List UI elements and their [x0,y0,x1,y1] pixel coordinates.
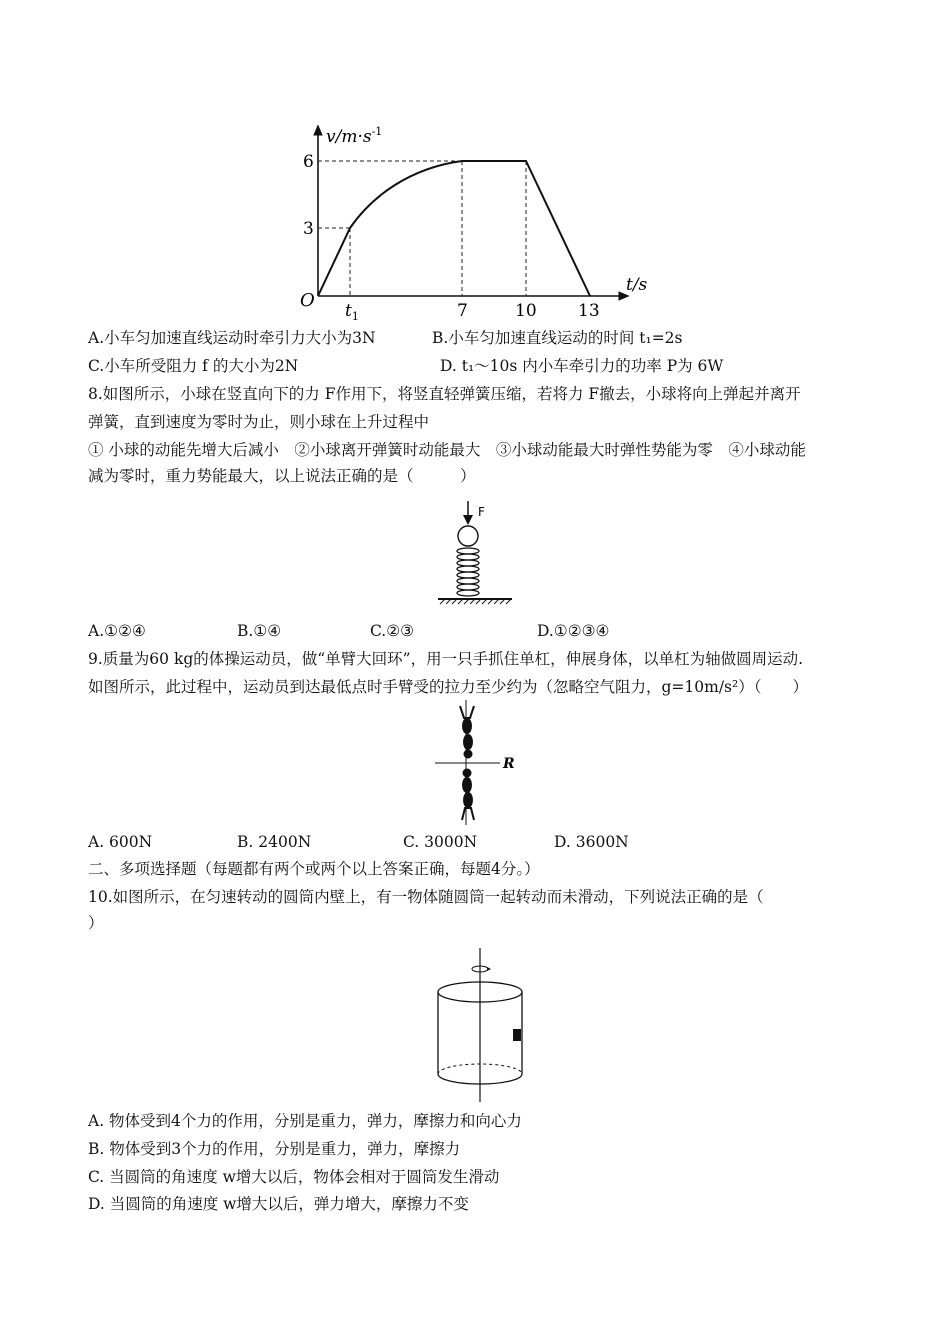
q10-stem-line2: ） [88,914,104,932]
q8-stem-line3: ① 小球的动能先增大后减小 ②小球离开弹簧时动能最大 ③小球动能最大时弹性势能为零 ④小球动能 [88,441,806,459]
q8-option-c: C.②③ [370,622,415,640]
q7-option-b: B.小车匀加速直线运动的时间 t₁=2s [432,329,683,347]
q8-option-a: A.①②④ [88,622,146,640]
y-tick-3: 3 [303,219,314,239]
q9-option-d: D. 3600N [554,833,629,851]
spring-figure [0,495,950,615]
x-tick-10: 10 [515,301,537,321]
vt-graph [0,0,950,330]
q8-stem-line4: 减为零时，重力势能最大，以上说法正确的是（ ） [88,467,476,485]
q9-option-c: C. 3000N [403,833,478,851]
q8-option-d: D.①②③④ [537,622,610,640]
q10-option-b: B. 物体受到3个力的作用，分别是重力，弹力，摩擦力 [88,1140,461,1158]
spring-coils [457,548,479,596]
x-tick-13: 13 [578,301,600,321]
ball [458,526,478,546]
section2-title: 二、多项选择题（每题都有两个或两个以上答案正确，每题4分。） [88,860,540,878]
q9-option-a: A. 600N [88,833,153,851]
object-block [513,1029,521,1041]
q7-option-c: C.小车所受阻力 f 的大小为2N [88,357,299,375]
q10-option-d: D. 当圆筒的角速度 w增大以后，弹力增大，摩擦力不变 [88,1195,469,1213]
q9-stem-line2: 如图所示，此过程中，运动员到达最低点时手臂受的拉力至少约为（忽略空气阻力，g=10m/s²）（ ） [88,678,808,696]
velocity-curve [318,161,590,296]
q8-stem-line1: 8.如图所示，小球在竖直向下的力 F作用下，将竖直轻弹簧压缩，若将力 F撤去，小球将向上弹起并离开 [88,385,801,403]
q10-option-c: C. 当圆筒的角速度 w增大以后，物体会相对于圆筒发生滑动 [88,1168,500,1186]
x-axis-label: t/s [626,275,648,295]
q9-option-b: B. 2400N [237,833,312,851]
origin-label: O [300,290,315,311]
y-tick-6: 6 [303,152,314,172]
q9-stem-line1: 9.质量为60 kg的体操运动员，做“单臂大回环”，用一只手抓住单杠，伸展身体，以单杠为轴做圆周运动. [88,650,804,668]
q7-option-d: D. t₁～10s 内小车牵引力的功率 P为 6W [440,357,724,375]
x-tick-7: 7 [457,301,468,321]
q8-option-b: B.①④ [237,622,282,640]
gymnast-top [460,706,474,758]
x-tick-t1: $t_1$ [345,301,359,323]
q7-option-a: A.小车匀加速直线运动时牵引力大小为3N [88,329,376,347]
cylinder-figure [0,940,950,1110]
y-axis-label: $v/m\cdot s^{-1}$ [326,125,383,147]
q8-stem-line2: 弹簧，直到速度为零时为止，则小球在上升过程中 [88,413,430,431]
q10-stem-line1: 10.如图所示，在匀速转动的圆筒内壁上，有一物体随圆筒一起转动而未滑动，下列说法正确的是（ [88,888,764,906]
force-label: F [478,505,485,519]
radius-label: R [503,756,515,772]
gymnast-bottom [462,770,474,821]
q10-option-a: A. 物体受到4个力的作用，分别是重力，弹力，摩擦力和向心力 [88,1112,522,1130]
gymnast-figure [0,700,950,830]
